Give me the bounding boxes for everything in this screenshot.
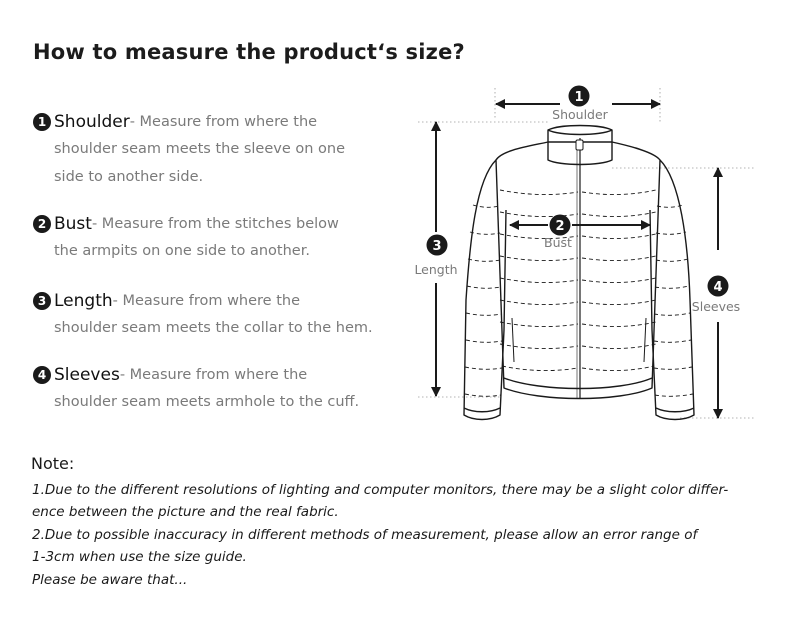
desc-bust-line: the armpits on one side to another. [54,243,310,259]
note-line: 1-3cm when use the size guide. [32,549,247,566]
measure-item-length [33,288,403,342]
notes-block [32,479,760,591]
measure-item-shoulder [33,109,403,191]
number-badge-1: 1 [33,113,51,131]
number-badge-3: 3 [33,292,51,310]
diagram-label-length: Length [414,262,458,277]
diagram-label-shoulder: Shoulder [552,107,608,122]
measure-item-bust [33,211,403,265]
note-title: Note: [31,454,75,473]
zipper [576,138,583,398]
note-line: ence between the picture and the real fabric. [32,504,339,521]
desc-bust: - Measure from the stitches below [91,216,339,232]
note-line: 2.Due to possible inaccuracy in different methods of measurement, please allow an error range of [32,526,698,543]
desc-length: - Measure from where the [112,293,301,309]
diagram-num-bust: 2 [555,219,565,234]
jacket-diagram [400,80,770,430]
diagram-badge-bust [550,215,571,236]
diagram-badge-length [427,235,448,256]
diagram-label-bust: Bust [544,235,572,250]
desc-shoulder-line: side to another side. [54,169,204,185]
diagram-num-length: 3 [432,239,442,254]
desc-length-line: shoulder seam meets the collar to the hem. [54,320,373,336]
diagram-num-sleeves: 4 [713,280,723,295]
term-length: Length [54,291,113,311]
guide-lines [418,88,755,418]
term-shoulder: Shoulder [54,112,130,132]
note-line: 1.Due to the different resolutions of lighting and computer monitors, there may be a slight color differ- [32,482,729,498]
term-sleeves: Sleeves [54,365,120,385]
desc-sleeves-line: shoulder seam meets armhole to the cuff. [54,394,360,410]
diagram-label-sleeves: Sleeves [691,299,741,314]
term-bust: Bust [54,214,92,234]
quilting-lines [465,190,693,396]
measure-item-sleeves [33,362,403,416]
desc-sleeves: - Measure from where the [119,367,308,383]
diagram-badge-shoulder [569,86,590,107]
diagram-num-shoulder: 1 [574,90,584,105]
desc-shoulder: - Measure from where the [129,114,318,130]
desc-shoulder-line: shoulder seam meets the sleeve on one [54,141,346,157]
number-badge-4: 4 [33,366,51,384]
diagram-badge-sleeves [708,276,729,297]
note-line: Please be aware that... [32,571,188,588]
jacket-outline [464,126,694,420]
page-title: How to measure the product‘s size? [33,40,465,64]
number-badge-2: 2 [33,215,51,233]
